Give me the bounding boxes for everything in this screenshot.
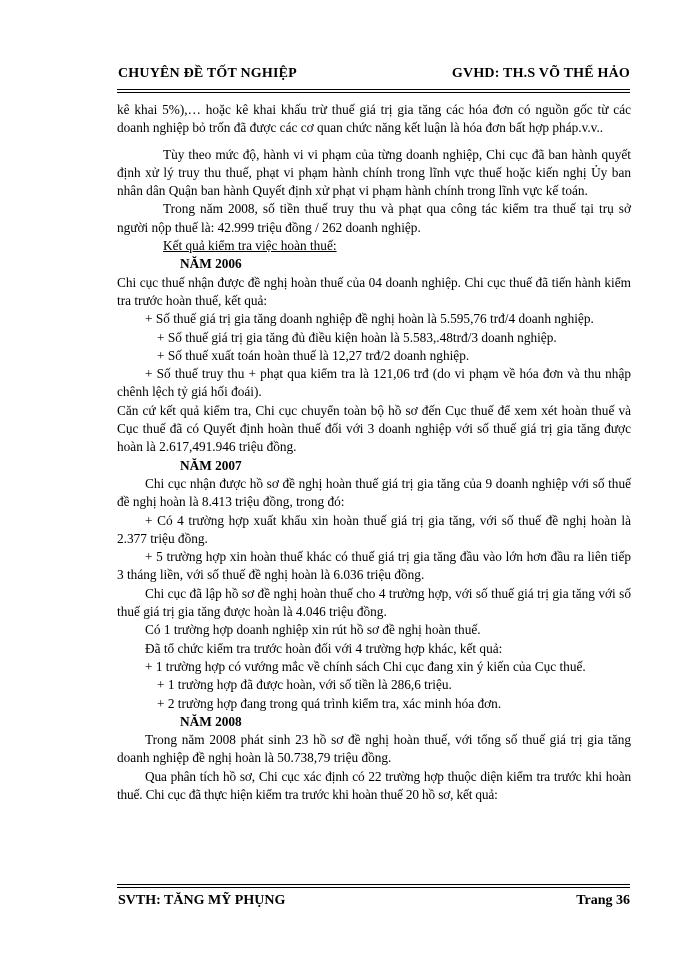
header-rule: [117, 89, 630, 90]
list-item: + Có 4 trường hợp xuất khẩu xin hoàn thuế giá trị gia tăng, với số thuế đề nghị hoàn là 2.377 triệu đồng.: [117, 512, 631, 546]
list-item: + Số thuế truy thu + phạt qua kiểm tra là 121,06 trđ (do vi phạm về hóa đơn và thu nhập chênh lệch tỷ giá hối đoái).: [117, 366, 631, 400]
paragraph: Căn cứ kết quả kiểm tra, Chi cục chuyển toàn bộ hồ sơ đến Cục thuế để xem xét hoàn thuế và Cục thuế đã có Quyết định hoàn thuế đối với 3 doanh nghiệp với số thuế giá trị gia tăng được hoàn là 2.617,491.946 triệu đồng.: [117, 402, 631, 455]
list-item: + Số thuế giá trị gia tăng đủ điều kiện hoàn là 5.583,.48trđ/3 doanh nghiệp.: [157, 329, 557, 345]
list-item: + 5 trường hợp xin hoàn thuế khác có thuế giá trị gia tăng đầu vào lớn hơn đầu ra liên tiếp 3 tháng liền, với số thuế đề nghị hoàn là 6.036 triệu đồng.: [117, 549, 631, 583]
list-item: + 1 trường hợp có vướng mắc về chính sách Chi cục đang xin ý kiến của Cục thuế.: [145, 658, 586, 674]
year-heading-2006: NĂM 2006: [180, 256, 242, 272]
paragraph: Qua phân tích hồ sơ, Chi cục xác định có 22 trường hợp thuộc diện kiểm tra trước khi hoàn thuế. Chi cục đã thực hiện kiểm tra trước khi hoàn thuế 20 hồ sơ, kết quả:: [117, 768, 631, 802]
paragraph: Trong năm 2008 phát sinh 23 hồ sơ đề nghị hoàn thuế, với tổng số thuế giá trị gia tăng doanh nghiệp đề nghị hoàn là 50.738,79 triệu đồng.: [117, 732, 631, 766]
list-item: + Số thuế xuất toán hoàn thuế là 12,27 trđ/2 doanh nghiệp.: [157, 347, 470, 363]
page-footer: [118, 893, 630, 915]
paragraph: Có 1 trường hợp doanh nghiệp xin rút hồ sơ đề nghị hoàn thuế.: [145, 622, 481, 638]
page-number: Trang 36: [576, 893, 630, 908]
header-advisor: GVHD: TH.S VÕ THẾ HẢO: [451, 66, 630, 81]
year-heading-2007: NĂM 2007: [180, 457, 242, 473]
header-title: CHUYÊN ĐỀ TỐT NGHIỆP: [118, 66, 297, 81]
paragraph: Chi cục nhận được hồ sơ đề nghị hoàn thuế giá trị gia tăng của 9 doanh nghiệp với số thuế đề nghị hoàn là 8.413 triệu đồng, trong đó:: [117, 475, 631, 510]
paragraph: Chi cục thuế nhận được đề nghị hoàn thuế của 04 doanh nghiệp. Chi cục thuế đã tiến hành kiểm tra trước hoàn thuế, kết quả:: [117, 274, 631, 308]
list-item: + 2 trường hợp đang trong quá trình kiểm tra, xác minh hóa đơn.: [157, 695, 502, 711]
footer-author: SVTH: TĂNG MỸ PHỤNG: [118, 893, 286, 908]
paragraph: Trong năm 2008, số tiền thuế truy thu và phạt qua công tác kiểm tra thuế tại trụ sở người nộp thuế là: 42.999 triệu đồng / 262 doanh nghiệp.: [117, 201, 631, 235]
paragraph: Chi cục đã lập hồ sơ đề nghị hoàn thuế cho 4 trường hợp, với số thuế giá trị gia tăng với số thuế giá trị gia tăng được hoàn là 4.046 triệu đồng.: [117, 585, 631, 620]
page-header: [118, 66, 630, 88]
footer-rule: [117, 884, 630, 885]
paragraph: Tùy theo mức độ, hành vi vi phạm của từng doanh nghiệp, Chi cục đã ban hành quyết định xử lý truy thu thuế, phạt vi phạm hành chính trong lĩnh vực thuế hoặc kiến nghị Ủy ban nhân dân Quận ban hành Quyết định xử phạt vi phạm hành chính trong lĩnh vực kế toán.: [117, 146, 631, 199]
list-item: + Số thuế giá trị gia tăng doanh nghiệp đề nghị hoàn là 5.595,76 trđ/4 doanh nghiệp.: [145, 311, 594, 327]
year-heading-2008: NĂM 2008: [180, 713, 242, 729]
footer-rule-thin: [117, 887, 630, 888]
list-item: + 1 trường hợp đã được hoàn, với số tiền là 286,6 triệu.: [157, 677, 452, 693]
document-body: [117, 101, 631, 804]
header-rule-thin: [117, 92, 630, 93]
paragraph: kê khai 5%),… hoặc kê khai khấu trừ thuế giá trị gia tăng các hóa đơn có nguồn gốc từ các doanh nghiệp bỏ trốn đã được các cơ quan chức năng kết luận là hóa đơn bất hợp pháp.v.v..: [117, 102, 631, 136]
section-heading: Kết quả kiểm tra việc hoàn thuế:: [163, 238, 337, 254]
paragraph: Đã tổ chức kiểm tra trước hoàn đối với 4 trường hợp khác, kết quả:: [145, 640, 503, 656]
